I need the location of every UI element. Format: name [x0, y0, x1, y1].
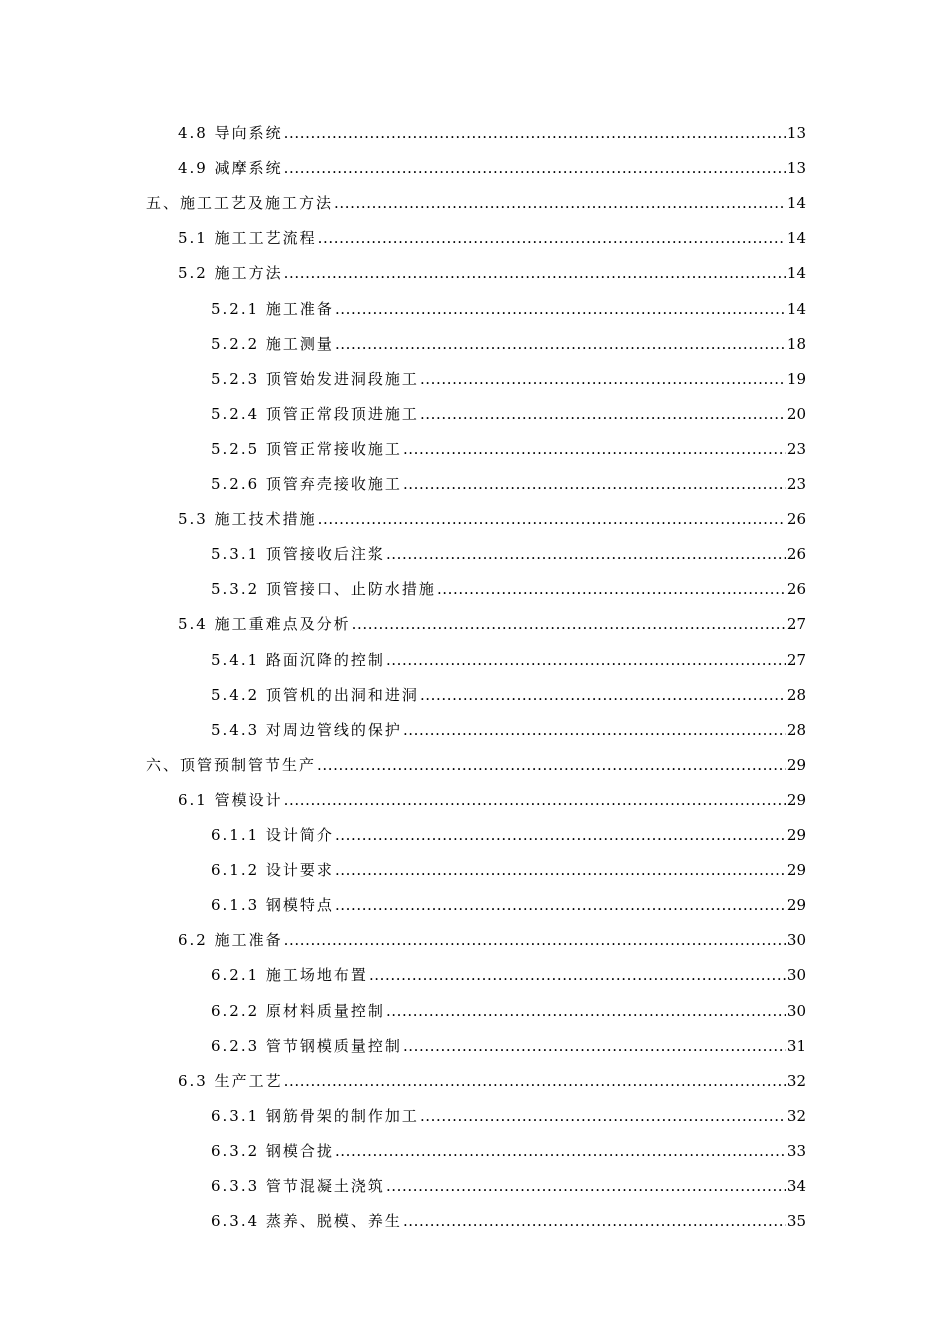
toc-dot-leader [420, 401, 786, 427]
toc-page-number: 32 [786, 1106, 806, 1125]
toc-entry[interactable] [211, 331, 806, 357]
toc-page-number: 29 [786, 896, 806, 915]
toc-entry-title: 5.4.3 对周边管线的保护 [211, 720, 402, 739]
toc-entry-title: 5.2.2 施工测量 [211, 334, 334, 353]
toc-entry[interactable] [211, 1208, 806, 1234]
toc-page-number: 31 [786, 1036, 806, 1055]
toc-dot-leader [352, 611, 786, 637]
toc-dot-leader [403, 436, 786, 462]
toc-entry-title: 5.2.3 顶管始发进洞段施工 [211, 369, 419, 388]
toc-page-number: 28 [786, 685, 806, 704]
toc-entry-title: 5.2.4 顶管正常段顶进施工 [211, 404, 419, 423]
toc-entry-title: 6.3.4 蒸养、脱模、养生 [211, 1212, 402, 1231]
toc-entry[interactable] [178, 927, 806, 953]
toc-dot-leader [386, 1173, 786, 1199]
toc-entry-title: 5.4.1 路面沉降的控制 [211, 650, 385, 669]
toc-entry-title: 6.3.1 钢筋骨架的制作加工 [211, 1106, 419, 1125]
toc-entry[interactable] [211, 401, 806, 427]
toc-dot-leader [420, 1103, 786, 1129]
toc-page-number: 35 [786, 1212, 806, 1231]
toc-page-number: 27 [786, 650, 806, 669]
toc-entry-title: 5.2 施工方法 [178, 264, 283, 283]
toc-entry[interactable] [211, 822, 806, 848]
toc-dot-leader [318, 225, 786, 251]
toc-entry-title: 5.2.1 施工准备 [211, 299, 334, 318]
toc-entry[interactable] [211, 892, 806, 918]
toc-dot-leader [318, 506, 786, 532]
toc-page-number: 19 [786, 369, 806, 388]
toc-entry[interactable] [178, 1068, 806, 1094]
toc-entry[interactable] [211, 366, 806, 392]
toc-page-number: 30 [786, 966, 806, 985]
toc-page-number: 30 [786, 1001, 806, 1020]
toc-dot-leader [317, 752, 786, 778]
toc-entry[interactable] [211, 647, 806, 673]
toc-page-number: 26 [786, 510, 806, 529]
toc-dot-leader [335, 822, 786, 848]
toc-page-number: 23 [786, 439, 806, 458]
toc-page-number: 14 [786, 194, 806, 213]
toc-entry[interactable] [211, 1103, 806, 1129]
toc-entry-title: 6.1.1 设计简介 [211, 826, 334, 844]
toc-page-number: 23 [786, 475, 806, 493]
toc-entry-title: 6.2 施工准备 [178, 931, 283, 950]
toc-dot-leader [334, 190, 786, 216]
toc-entry[interactable] [211, 541, 806, 567]
toc-entry-title: 6.1.2 设计要求 [211, 861, 334, 880]
toc-page-number: 29 [786, 755, 806, 774]
toc-dot-leader [386, 647, 786, 673]
toc-entry[interactable] [211, 1033, 806, 1059]
toc-entry[interactable] [211, 296, 806, 322]
toc-dot-leader [284, 1068, 786, 1094]
toc-entry[interactable] [178, 120, 806, 146]
toc-entry[interactable] [178, 787, 806, 813]
toc-page-number: 14 [786, 299, 806, 318]
toc-page-number: 34 [786, 1177, 806, 1195]
toc-entry[interactable] [178, 611, 806, 637]
toc-entry[interactable] [211, 682, 806, 708]
toc-entry-title: 5.3.1 顶管接收后注浆 [211, 545, 385, 564]
toc-entry-title: 6.1 管模设计 [178, 790, 283, 809]
toc-dot-leader [420, 682, 786, 708]
toc-dot-leader [335, 1138, 786, 1164]
toc-page-number: 29 [786, 861, 806, 880]
toc-dot-leader [369, 962, 786, 988]
toc-dot-leader [284, 260, 786, 286]
toc-dot-leader [403, 471, 786, 497]
toc-entry[interactable] [211, 1173, 806, 1199]
toc-page-number: 32 [786, 1071, 806, 1090]
toc-entry[interactable] [211, 1138, 806, 1164]
toc-entry-title: 4.8 导向系统 [178, 124, 283, 142]
toc-entry[interactable] [146, 190, 806, 216]
toc-page-number: 29 [786, 826, 806, 844]
toc-dot-leader [403, 717, 786, 743]
toc-entry-title: 六、顶管预制管节生产 [146, 755, 317, 774]
toc-page-number: 13 [786, 159, 806, 178]
toc-dot-leader [335, 857, 786, 883]
toc-entry-title: 5.4 施工重难点及分析 [178, 615, 351, 634]
toc-page-number: 28 [786, 720, 806, 739]
toc-entry-title: 5.4.2 顶管机的出洞和进洞 [211, 685, 419, 704]
toc-entry-title: 6.3.3 管节混凝土浇筑 [211, 1177, 385, 1195]
toc-entry[interactable] [178, 225, 806, 251]
toc-entry[interactable] [211, 576, 806, 602]
toc-entry-title: 5.3.2 顶管接口、止防水措施 [211, 580, 436, 599]
toc-page-number: 20 [786, 404, 806, 423]
toc-entry-title: 5.3 施工技术措施 [178, 510, 317, 529]
toc-entry-title: 6.2.1 施工场地布置 [211, 966, 368, 985]
toc-page-number: 26 [786, 580, 806, 599]
toc-entry[interactable] [178, 155, 806, 181]
toc-entry[interactable] [211, 857, 806, 883]
toc-dot-leader [335, 892, 786, 918]
toc-dot-leader [284, 155, 786, 181]
toc-dot-leader [420, 366, 786, 392]
toc-entry-title: 4.9 减摩系统 [178, 159, 283, 178]
toc-dot-leader [403, 1208, 786, 1234]
toc-entry[interactable] [146, 752, 806, 778]
toc-dot-leader [386, 541, 786, 567]
toc-dot-leader [335, 331, 786, 357]
toc-entry-title: 5.2.6 顶管弃壳接收施工 [211, 475, 402, 493]
toc-dot-leader [284, 787, 786, 813]
toc-entry[interactable] [178, 506, 806, 532]
toc-entry-title: 6.3 生产工艺 [178, 1071, 283, 1090]
toc-page-number: 14 [786, 264, 806, 283]
toc-dot-leader [437, 576, 786, 602]
toc-dot-leader [386, 998, 786, 1024]
toc-entry-title: 6.2.2 原材料质量控制 [211, 1001, 385, 1020]
toc-page-number: 30 [786, 931, 806, 950]
toc-dot-leader [284, 927, 786, 953]
toc-page-number: 14 [786, 229, 806, 248]
toc-entry-title: 5.2.5 顶管正常接收施工 [211, 439, 402, 458]
toc-entry[interactable] [211, 436, 806, 462]
toc-page-number: 13 [786, 124, 806, 142]
toc-page-number: 27 [786, 615, 806, 634]
toc-dot-leader [284, 120, 786, 146]
toc-entry-title: 五、施工工艺及施工方法 [146, 194, 334, 213]
toc-entry-title: 6.1.3 钢模特点 [211, 896, 334, 915]
toc-entry[interactable] [211, 717, 806, 743]
toc-page-number: 29 [786, 790, 806, 809]
toc-entry[interactable] [211, 962, 806, 988]
toc-page-number: 18 [786, 334, 806, 353]
toc-dot-leader [403, 1033, 786, 1059]
toc-page-number: 33 [786, 1141, 806, 1160]
toc-dot-leader [335, 296, 786, 322]
toc-page-number: 26 [786, 545, 806, 564]
toc-entry-title: 6.2.3 管节钢模质量控制 [211, 1036, 402, 1055]
toc-entry-title: 6.3.2 钢模合拢 [211, 1141, 334, 1160]
toc-entry-title: 5.1 施工工艺流程 [178, 229, 317, 248]
toc-entry[interactable] [178, 260, 806, 286]
toc-entry[interactable] [211, 471, 806, 497]
toc-entry[interactable] [211, 998, 806, 1024]
